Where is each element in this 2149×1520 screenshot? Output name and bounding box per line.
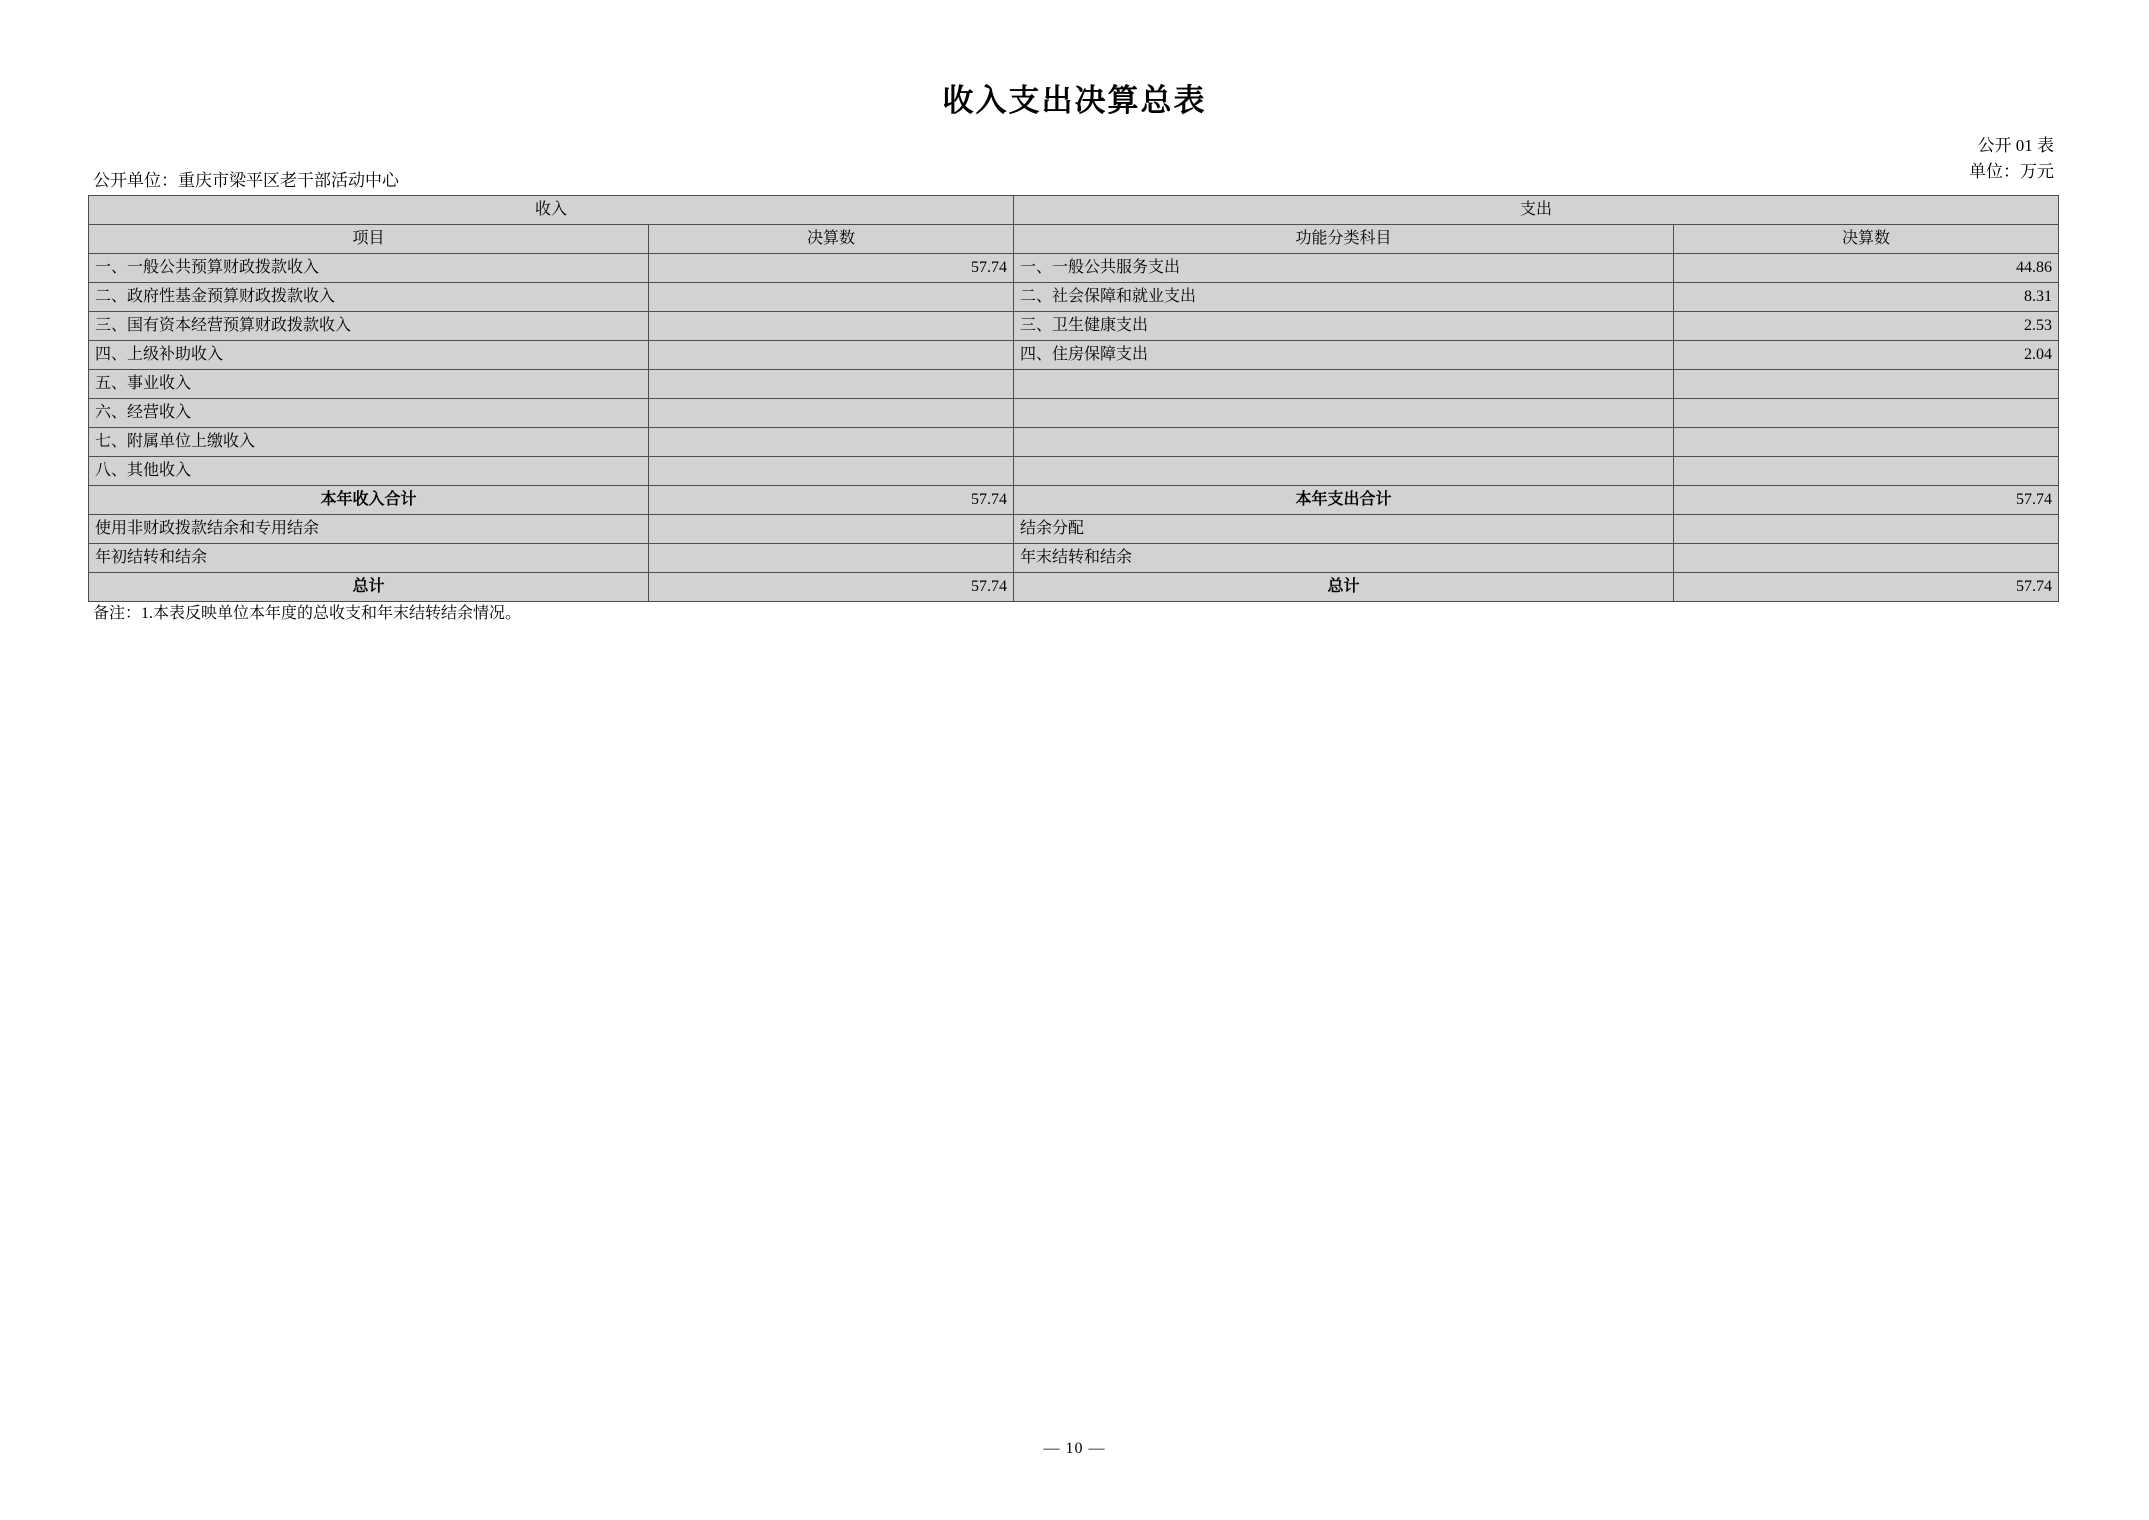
expenditure-label: [1014, 370, 1674, 399]
income-value: [649, 457, 1014, 486]
table-meta: [1969, 133, 2054, 185]
table-row: [89, 515, 2059, 544]
income-total-value: 57.74: [649, 573, 1014, 602]
expenditure-value: [1674, 515, 2059, 544]
expenditure-label: [1014, 399, 1674, 428]
expenditure-total-value: 57.74: [1674, 573, 2059, 602]
expenditure-value: [1674, 399, 2059, 428]
expenditure-subtotal-value: 57.74: [1674, 486, 2059, 515]
table-remark: 备注：1.本表反映单位本年度的总收支和年末结转结余情况。: [93, 605, 522, 622]
income-label: 二、政府性基金预算财政拨款收入: [89, 283, 649, 312]
table-row: [89, 341, 2059, 370]
income-label: 年初结转和结余: [89, 544, 649, 573]
page-title: 收入支出决算总表: [942, 83, 1207, 118]
expenditure-label: 四、住房保障支出: [1014, 341, 1674, 370]
income-label: 八、其他收入: [89, 457, 649, 486]
income-total-label: 总计: [89, 573, 649, 602]
table-row: [89, 457, 2059, 486]
table-row: [89, 312, 2059, 341]
table-row: [89, 428, 2059, 457]
column-header-expenditure-item: 功能分类科目: [1014, 225, 1674, 254]
table-subtotal-row: [89, 486, 2059, 515]
expenditure-value: 2.04: [1674, 341, 2059, 370]
income-value: [649, 544, 1014, 573]
income-label: 七、附属单位上缴收入: [89, 428, 649, 457]
expenditure-label: [1014, 457, 1674, 486]
income-label: 五、事业收入: [89, 370, 649, 399]
table-row: [89, 254, 2059, 283]
income-label: 三、国有资本经营预算财政拨款收入: [89, 312, 649, 341]
table-row: [89, 544, 2059, 573]
table-row: [89, 399, 2059, 428]
expenditure-value: [1674, 428, 2059, 457]
table-total-row: [89, 573, 2059, 602]
income-value: 57.74: [649, 254, 1014, 283]
income-label: 使用非财政拨款结余和专用结余: [89, 515, 649, 544]
page-number: — 10 —: [1043, 1440, 1106, 1457]
group-header-expenditure: 支出: [1014, 196, 2059, 225]
income-value: [649, 399, 1014, 428]
income-value: [649, 341, 1014, 370]
table-row: [89, 370, 2059, 399]
expenditure-label: 一、一般公共服务支出: [1014, 254, 1674, 283]
table-group-header-row: [89, 196, 2059, 225]
income-value: [649, 428, 1014, 457]
income-value: [649, 312, 1014, 341]
expenditure-label: 年末结转和结余: [1014, 544, 1674, 573]
income-subtotal-value: 57.74: [649, 486, 1014, 515]
table-row: [89, 283, 2059, 312]
expenditure-total-label: 总计: [1014, 573, 1674, 602]
income-subtotal-label: 本年收入合计: [89, 486, 649, 515]
column-header-income-item: 项目: [89, 225, 649, 254]
expenditure-value: [1674, 370, 2059, 399]
group-header-income: 收入: [89, 196, 1014, 225]
income-label: 六、经营收入: [89, 399, 649, 428]
budget-summary-table: [88, 195, 2059, 602]
column-header-income-amount: 决算数: [649, 225, 1014, 254]
expenditure-label: 结余分配: [1014, 515, 1674, 544]
income-label: 一、一般公共预算财政拨款收入: [89, 254, 649, 283]
expenditure-subtotal-label: 本年支出合计: [1014, 486, 1674, 515]
expenditure-label: [1014, 428, 1674, 457]
column-header-expenditure-amount: 决算数: [1674, 225, 2059, 254]
expenditure-label: 三、卫生健康支出: [1014, 312, 1674, 341]
expenditure-value: [1674, 457, 2059, 486]
expenditure-value: 44.86: [1674, 254, 2059, 283]
expenditure-value: [1674, 544, 2059, 573]
expenditure-label: 二、社会保障和就业支出: [1014, 283, 1674, 312]
income-value: [649, 515, 1014, 544]
unit-note: 单位：万元: [1969, 162, 2054, 181]
income-value: [649, 283, 1014, 312]
table-column-header-row: [89, 225, 2059, 254]
expenditure-value: 8.31: [1674, 283, 2059, 312]
expenditure-value: 2.53: [1674, 312, 2059, 341]
income-value: [649, 370, 1014, 399]
income-label: 四、上级补助收入: [89, 341, 649, 370]
discloser-line: 公开单位：重庆市梁平区老干部活动中心: [93, 171, 399, 190]
table-code: 公开 01 表: [1977, 136, 2054, 155]
